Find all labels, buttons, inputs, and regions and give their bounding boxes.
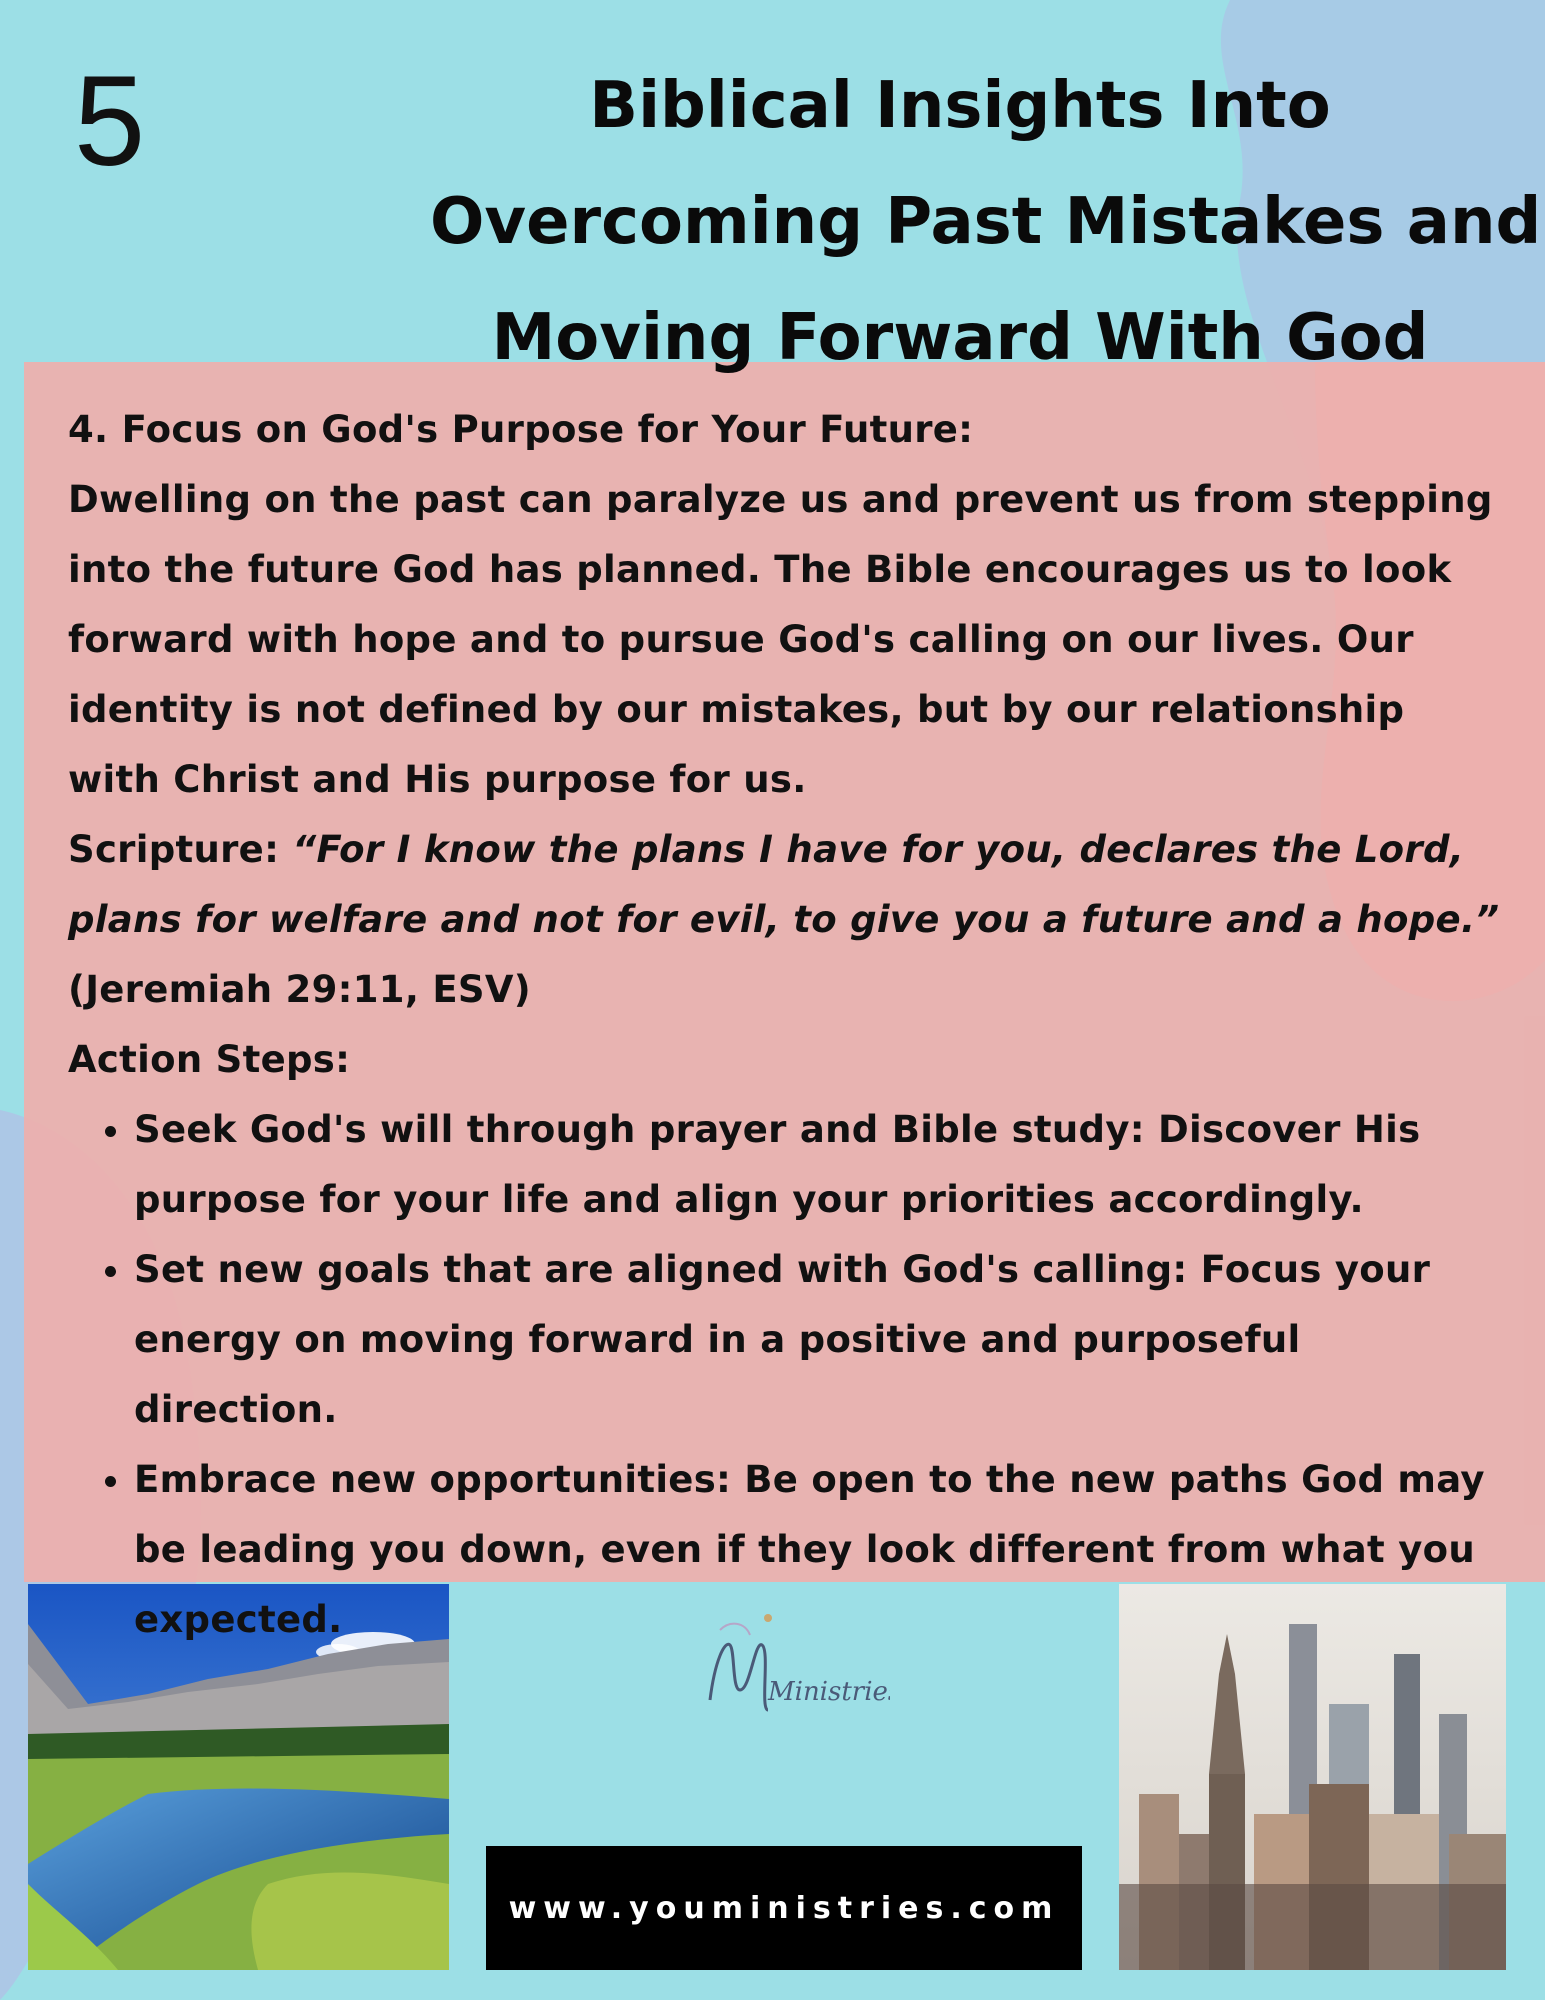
action-step: • Seek God's will through prayer and Bible study: Discover His purpose for your life and align your priorities accordingly. [134, 1095, 1508, 1235]
section-body: Dwelling on the past can paralyze us and prevent us from stepping into the future God has planned. The Bible encourages us to look forward with hope and to pursue God's calling on our lives. Our identity is not defined by our mistakes, but by our relationship with Christ and His purpose for us. [68, 478, 1493, 801]
action-step: • Set new goals that are aligned with God's calling: Focus your energy on moving forward in a positive and purposeful direction. [134, 1235, 1508, 1445]
scripture-reference: (Jeremiah 29:11, ESV) [68, 968, 532, 1011]
page-number: 5 [74, 50, 146, 193]
page-title [430, 48, 1542, 396]
logo-text: Ministries [768, 1677, 890, 1707]
website-banner[interactable] [486, 1846, 1082, 1970]
scripture-paragraph [68, 815, 1508, 955]
website-link[interactable]: www.youministries.com [508, 1890, 1060, 1926]
action-steps-heading: Action Steps: [68, 1038, 351, 1081]
section-heading: 4. Focus on God's Purpose for Your Future: [68, 408, 974, 451]
action-steps-list [68, 1095, 1508, 1655]
scripture-label: Scripture: [68, 828, 293, 871]
action-step: • Embrace new opportunities: Be open to the new paths God may be leading you down, even if they look different from what you expected. [134, 1445, 1508, 1655]
title-line-2: Overcoming Past Mistakes and [430, 185, 1542, 259]
scripture-quote: “For I know the plans I have for you, declares the Lord, plans for welfare and not for evil, to give you a future and a hope.” [68, 828, 1500, 941]
title-line-1: Biblical Insights Into [589, 69, 1331, 143]
section-content [68, 395, 1508, 1655]
title-line-3: Moving Forward With God [491, 301, 1429, 375]
